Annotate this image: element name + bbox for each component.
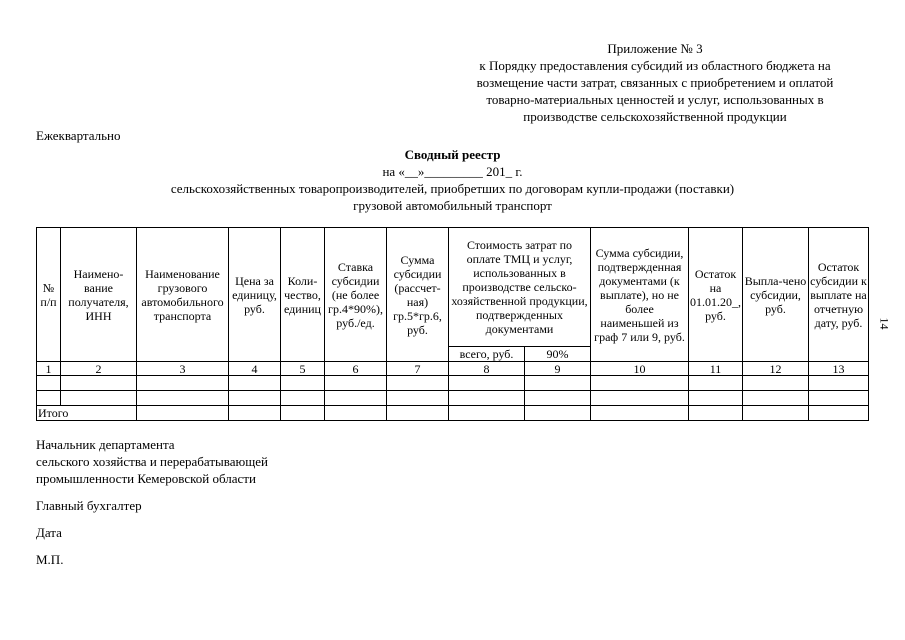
total-label: Итого — [37, 406, 137, 421]
document-title-block — [0, 146, 905, 214]
column-number: 5 — [281, 362, 325, 376]
sub-column-header: 90% — [525, 347, 591, 362]
column-number: 7 — [387, 362, 449, 376]
column-number: 10 — [591, 362, 689, 376]
table-cell — [689, 376, 743, 391]
accountant-label: Главный бухгалтер — [36, 498, 142, 513]
table-cell — [809, 391, 869, 406]
periodicity-label: Ежеквартально — [36, 128, 121, 143]
table-cell — [743, 376, 809, 391]
column-number-row — [37, 362, 869, 376]
table-cell — [591, 391, 689, 406]
column-number: 1 — [37, 362, 61, 376]
table-cell — [61, 391, 137, 406]
column-number: 3 — [137, 362, 229, 376]
column-number: 11 — [689, 362, 743, 376]
table-cell — [229, 391, 281, 406]
annex-line: товарно-материальных ценностей и услуг, использованных в — [486, 92, 824, 107]
annex-line: возмещение части затрат, связанных с приобретением и оплатой — [476, 75, 834, 90]
head-title-line: Начальник департамента — [36, 437, 175, 452]
column-header: Наименование грузового автомобильного транспорта — [137, 228, 229, 362]
annex-header — [440, 40, 870, 125]
date-line: на «__»_________ 201_ г. — [382, 164, 523, 179]
table-cell — [525, 406, 591, 421]
annex-line: производстве сельскохозяйственной продукции — [523, 109, 787, 124]
column-number: 9 — [525, 362, 591, 376]
table-cell — [325, 391, 387, 406]
table-cell — [281, 376, 325, 391]
table-cell — [591, 376, 689, 391]
sub-column-header: всего, руб. — [449, 347, 525, 362]
table-cell — [387, 391, 449, 406]
column-header: Остаток субсидии к выплате на отчетную дату, руб. — [809, 228, 869, 362]
column-number: 12 — [743, 362, 809, 376]
table-cell — [229, 406, 281, 421]
table-cell — [281, 391, 325, 406]
table-cell — [387, 406, 449, 421]
column-header: Сумма субсидии (рассчет-ная) гр.5*гр.6, руб. — [387, 228, 449, 362]
table-cell — [37, 376, 61, 391]
table-cell — [387, 376, 449, 391]
table-cell — [449, 376, 525, 391]
table-cell — [37, 391, 61, 406]
document-title: Сводный реестр — [404, 147, 501, 162]
table-row — [37, 376, 869, 391]
column-number: 8 — [449, 362, 525, 376]
column-header: Выпла-чено субсидии, руб. — [743, 228, 809, 362]
table-cell — [137, 406, 229, 421]
table-cell — [449, 406, 525, 421]
subtitle-line: грузовой автомобильный транспорт — [353, 198, 552, 213]
head-title-line: промышленности Кемеровской области — [36, 471, 256, 486]
table-cell — [743, 391, 809, 406]
table-cell — [325, 406, 387, 421]
annex-line: к Порядку предоставления субсидий из областного бюджета на — [479, 58, 831, 73]
table-row — [37, 391, 869, 406]
column-number: 4 — [229, 362, 281, 376]
column-header: Остаток на 01.01.20_, руб. — [689, 228, 743, 362]
column-header: Сумма субсидии, подтвержденная документами (к выплате), но не более наименьшей из граф 7 или 9, руб. — [591, 228, 689, 362]
column-header: Коли-чество, единиц — [281, 228, 325, 362]
table-cell — [591, 406, 689, 421]
table-cell — [525, 376, 591, 391]
table-cell — [689, 406, 743, 421]
date-label: Дата — [36, 525, 62, 540]
table-cell — [525, 391, 591, 406]
table-header-row — [37, 228, 869, 347]
annex-title: Приложение № 3 — [607, 41, 703, 56]
column-header: Стоимость затрат по оплате ТМЦ и услуг, использованных в производстве сельско-хозяйственной продукции, подтвержденных документами — [449, 228, 591, 347]
table-cell — [743, 406, 809, 421]
column-header: Наимено-вание получателя, ИНН — [61, 228, 137, 362]
table-cell — [229, 376, 281, 391]
registry-table — [36, 227, 869, 421]
total-row — [37, 406, 869, 421]
table-cell — [325, 376, 387, 391]
table-cell — [809, 406, 869, 421]
column-number: 13 — [809, 362, 869, 376]
column-header: Ставка субсидии (не более гр.4*90%), руб./ед. — [325, 228, 387, 362]
table-cell — [137, 376, 229, 391]
table-cell — [449, 391, 525, 406]
head-title-line: сельского хозяйства и перерабатывающей — [36, 454, 268, 469]
table-cell — [61, 376, 137, 391]
column-number: 6 — [325, 362, 387, 376]
signature-block — [36, 436, 268, 568]
table-cell — [137, 391, 229, 406]
table-cell — [281, 406, 325, 421]
page-number: 14 — [877, 317, 892, 330]
table-cell — [689, 391, 743, 406]
stamp-label: М.П. — [36, 552, 64, 567]
column-header: № п/п — [37, 228, 61, 362]
column-number: 2 — [61, 362, 137, 376]
subtitle-line: сельскохозяйственных товаропроизводителей, приобретших по договорам купли-продажи (поставки) — [170, 181, 735, 196]
table-cell — [809, 376, 869, 391]
column-header: Цена за единицу, руб. — [229, 228, 281, 362]
